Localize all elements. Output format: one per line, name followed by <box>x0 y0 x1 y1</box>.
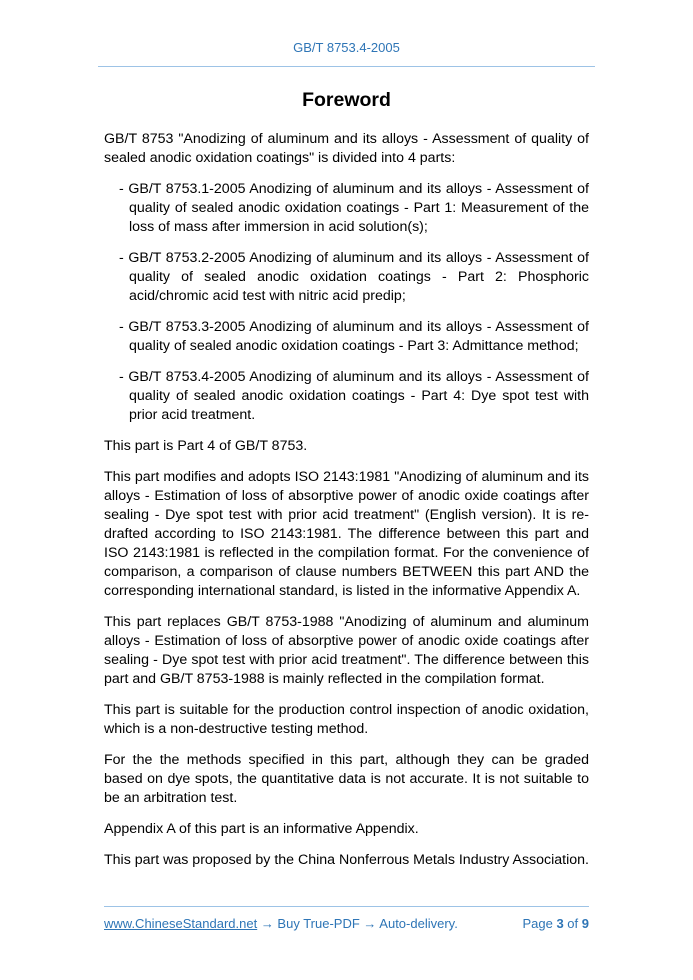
footer-tail: → Buy True-PDF → Auto-delivery. <box>257 916 458 931</box>
paragraph: This part is suitable for the production control inspection of anodic oxidation, which is a non-destructive testing method. <box>104 702 589 737</box>
page-title: Foreword <box>302 89 391 111</box>
website-link[interactable]: www.ChineseStandard.net <box>104 916 258 931</box>
intro-paragraph: GB/T 8753 "Anodizing of aluminum and its alloys - Assessment of quality of sealed anodic oxidation coatings" is divided into 4 parts: <box>104 131 589 166</box>
paragraph: This part was proposed by the China Nonferrous Metals Industry Association. <box>104 852 589 868</box>
list-item: - GB/T 8753.2-2005 Anodizing of aluminum and its alloys - Assessment of quality of sealed anodic oxidation coatings - Part 2: Phosphoric acid/chromic acid test with nitric acid predip; <box>119 250 589 304</box>
footer-divider <box>104 906 589 907</box>
paragraph: This part replaces GB/T 8753-1988 "Anodizing of aluminum and aluminum alloys - Estimation of loss of absorptive power of anodic oxide coatings after sealing - Dye spot test with prior acid treatment". The difference between this part and GB/T 8753-1988 is mainly reflected in the compilation format. <box>104 614 589 687</box>
list-item: - GB/T 8753.3-2005 Anodizing of aluminum and its alloys - Assessment of quality of sealed anodic oxidation coatings - Part 3: Admittance method; <box>119 319 589 354</box>
page-number: 3 <box>556 916 564 931</box>
page-label: Page <box>522 916 553 931</box>
paragraph: For the the methods specified in this part, although they can be graded based on dye spots, the quantitative data is not accurate. It is not suitable to be an arbitration test. <box>104 752 589 806</box>
paragraph: This part is Part 4 of GB/T 8753. <box>104 438 308 454</box>
list-item: - GB/T 8753.1-2005 Anodizing of aluminum and its alloys - Assessment of quality of sealed anodic oxidation coatings - Part 1: Measurement of the loss of mass after immersion in acid solution(s); <box>119 181 589 235</box>
paragraph: Appendix A of this part is an informative Appendix. <box>104 821 419 837</box>
page-total: 9 <box>581 916 589 931</box>
footer-promo <box>104 916 458 931</box>
paragraph: This part modifies and adopts ISO 2143:1981 "Anodizing of aluminum and its alloys - Estimation of loss of absorptive power of anodic oxide coatings after sealing - Dye spot test with prior acid treatment" (English version). It is re-drafted according to ISO 2143:1981. The difference between this part and ISO 2143:1981 is reflected in the compilation format. For the convenience of comparison, a comparison of clause numbers BETWEEN this part AND the corresponding international standard, is listed in the informative Appendix A. <box>104 469 589 599</box>
of-label: of <box>567 916 579 931</box>
header-doc-id: GB/T 8753.4-2005 <box>293 40 400 55</box>
header-divider <box>98 66 595 67</box>
list-item: - GB/T 8753.4-2005 Anodizing of aluminum and its alloys - Assessment of quality of sealed anodic oxidation coatings - Part 4: Dye spot test with prior acid treatment. <box>119 369 589 423</box>
document-body <box>104 130 589 882</box>
footer <box>104 916 589 931</box>
page-indicator <box>522 916 589 931</box>
